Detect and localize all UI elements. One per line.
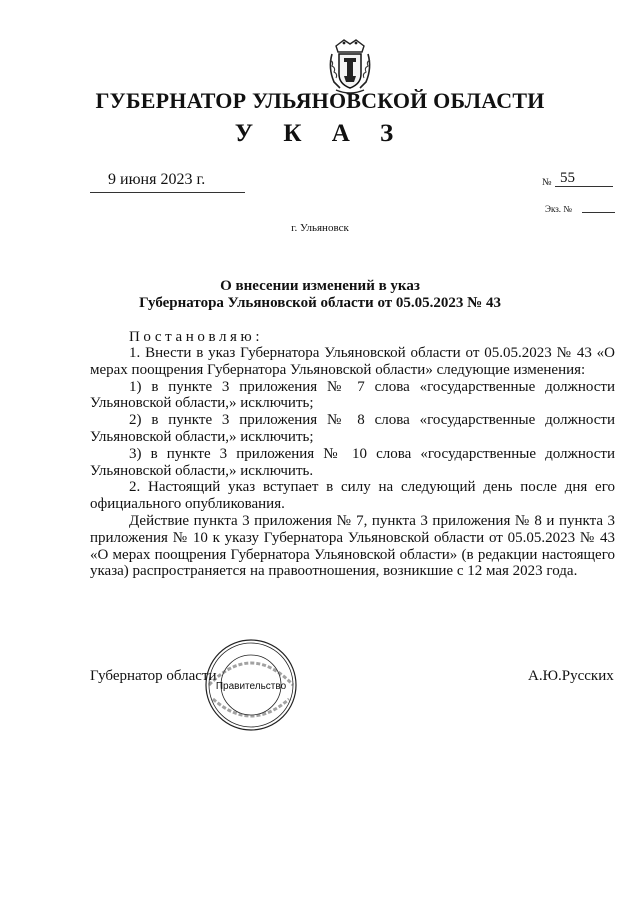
body-paragraph: 2) в пункте 3 приложения № 8 слова «государственные должности Ульяновской области,» исключить; — [90, 412, 615, 445]
copy-number-label: Экз. № — [545, 204, 572, 214]
body-paragraph: 2. Настоящий указ вступает в силу на следующий день после дня его официального опубликования. — [90, 479, 615, 513]
body-paragraph: 3) в пункте 3 приложения № 10 слова «государственные должности Ульяновской области,» исключить. — [90, 445, 615, 479]
document-body — [90, 345, 615, 580]
body-paragraph: 1) в пункте 3 приложения № 7 слова «государственные должности Ульяновской области,» исключить; — [90, 378, 615, 412]
document-type: У К А З — [234, 120, 406, 147]
decree-word: Постановляю: — [129, 329, 264, 345]
document-number: 55 — [560, 170, 575, 186]
number-underline — [555, 186, 613, 187]
city: г. Ульяновск — [291, 222, 349, 234]
document-date: 9 июня 2023 г. — [108, 171, 206, 188]
copy-number-underline — [582, 212, 615, 213]
date-underline — [90, 192, 245, 193]
signatory-position: Губернатор области — [90, 668, 217, 684]
official-seal — [203, 637, 299, 733]
issuer-title: ГУБЕРНАТОР УЛЬЯНОВСКОЙ ОБЛАСТИ — [95, 88, 545, 113]
document-title-line-1: О внесении изменений в указ — [220, 278, 420, 294]
body-paragraph: 1. Внести в указ Губернатора Ульяновской области от 05.05.2023 № 43 «О мерах поощрения Губернатора Ульяновской области» следующие изменения: — [90, 345, 615, 378]
number-label: № — [542, 177, 552, 188]
body-paragraph: Действие пункта 3 приложения № 7, пункта 3 приложения № 8 и пункта 3 приложения № 10 к указу Губернатора Ульяновской области от 05.05.2023 № 43 «О мерах поощрения Губернатора Ульяновской области» (в редакции настоящего указа) распространяется на правоотношения, возникшие с 12 мая 2023 года. — [90, 512, 615, 580]
seal-center-text: Правительство — [215, 681, 287, 692]
document-title-line-2: Губернатора Ульяновской области от 05.05.2023 № 43 — [139, 295, 501, 311]
signatory-name: А.Ю.Русских — [528, 668, 614, 684]
coat-of-arms-icon — [326, 38, 374, 94]
